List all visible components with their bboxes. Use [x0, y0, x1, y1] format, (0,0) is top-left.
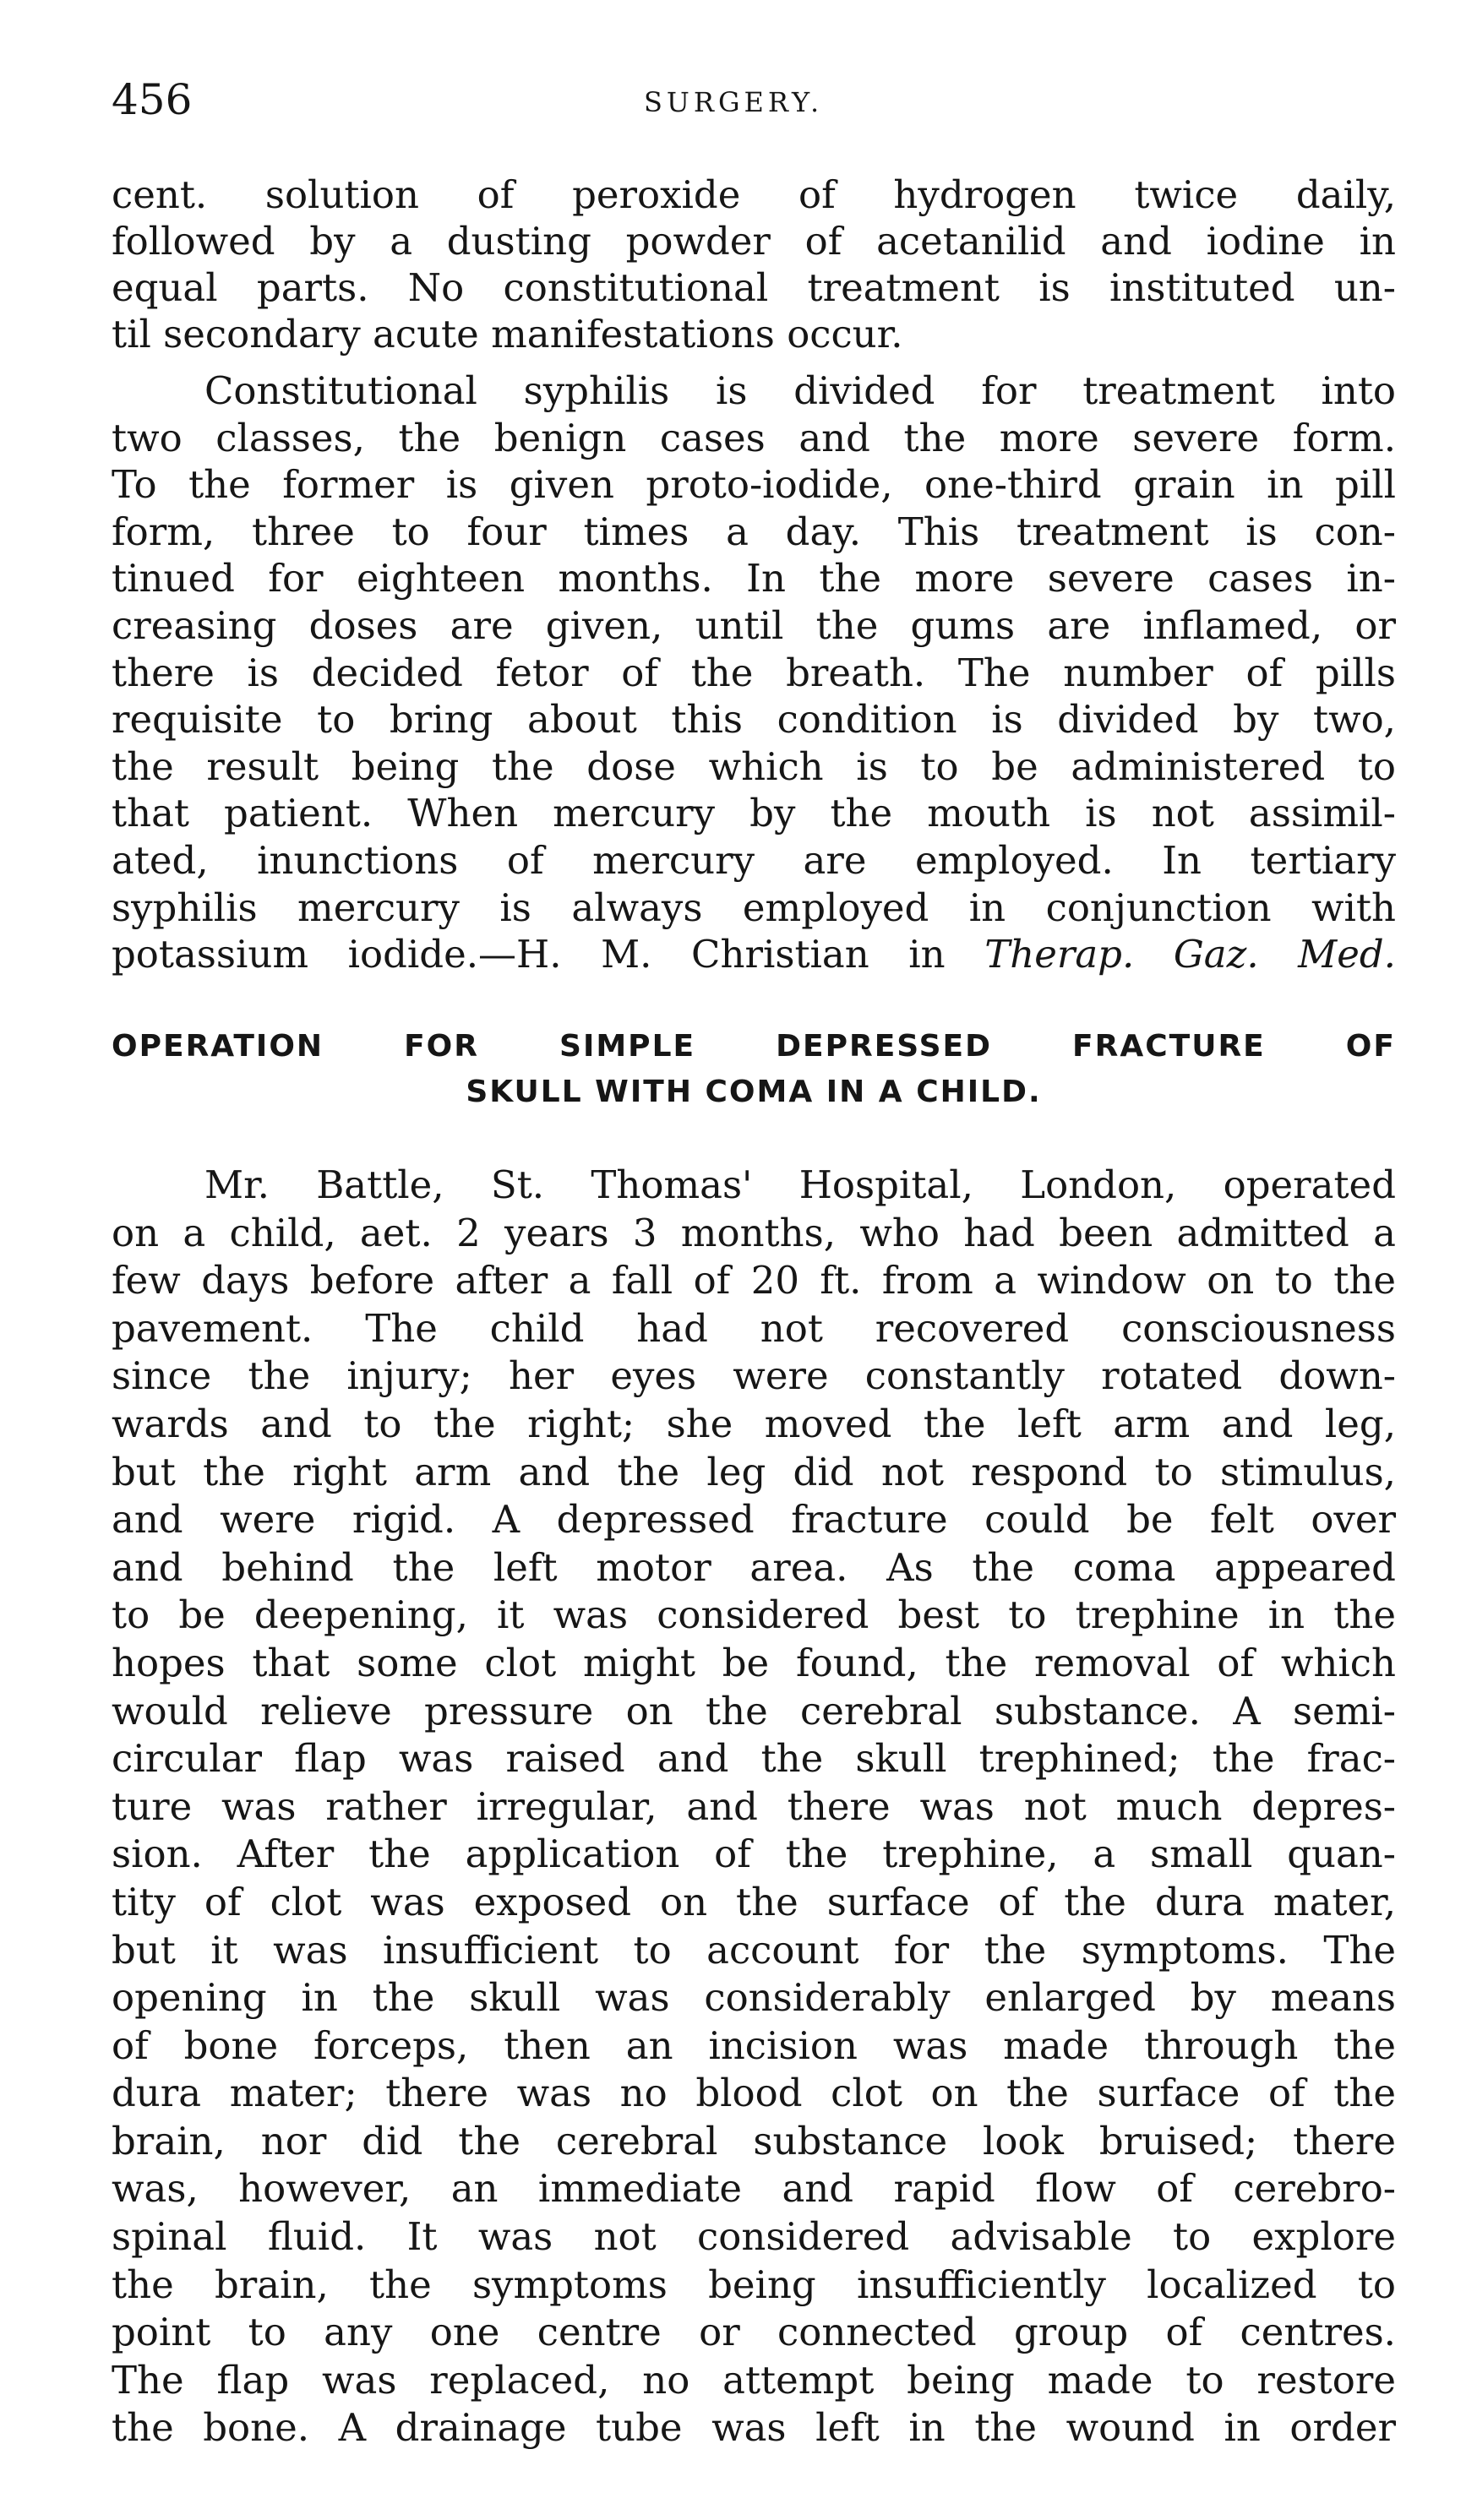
- text-line: equal parts. No constitutional treatment is instituted un-: [112, 265, 1396, 310]
- text-line: til secondary acute manifestations occur.: [112, 312, 903, 357]
- text-line: point to any one centre or connected group of centres.: [112, 2310, 1396, 2355]
- text-line: hopes that some clot might be found, the removal of which: [112, 1640, 1396, 1685]
- citation-text: potassium iodide.—H. M. Christian in: [112, 932, 985, 977]
- text-line: form, three to four times a day. This treatment is con-: [112, 509, 1396, 554]
- page-number: 456: [112, 75, 193, 124]
- text-line: To the former is given proto-iodide, one-third grain in pill: [112, 462, 1396, 508]
- text-line: the bone. A drainage tube was left in the wound in order: [112, 2405, 1396, 2451]
- citation-line: [112, 931, 1396, 978]
- text-line: on a child, aet. 2 years 3 months, who had been admitted a: [112, 1210, 1396, 1255]
- text-line: sion. After the application of the trephine, a small quan-: [112, 1831, 1396, 1877]
- text-line: two classes, the benign cases and the more severe form.: [112, 415, 1396, 460]
- paragraph-battle-operation: [112, 1162, 1396, 2452]
- text-line: to be deepening, it was considered best to trephine in the: [112, 1592, 1396, 1638]
- text-line: of bone forceps, then an incision was made through the: [112, 2022, 1396, 2068]
- text-line: since the injury; her eyes were constantly rotated down-: [112, 1353, 1396, 1399]
- text-line: few days before after a fall of 20 ft. from a window on to the: [112, 1258, 1396, 1304]
- text-line: cent. solution of peroxide of hydrogen twice daily,: [112, 172, 1396, 217]
- paragraph-constitutional-syphilis: [112, 367, 1396, 978]
- text-line: dura mater; there was no blood clot on the surface of the: [112, 2071, 1396, 2116]
- text-line: ture was rather irregular, and there was not much depres-: [112, 1783, 1396, 1829]
- text-line: and behind the left motor area. As the coma appeared: [112, 1544, 1396, 1590]
- text-line: The flap was replaced, no attempt being made to restore: [112, 2357, 1396, 2403]
- text-line: wards and to the right; she moved the left arm and leg,: [112, 1401, 1396, 1446]
- page-header: [112, 74, 1396, 125]
- heading-line: SKULL WITH COMA IN A CHILD.: [466, 1075, 1042, 1109]
- text-line: creasing doses are given, until the gums are inflamed, or: [112, 602, 1396, 648]
- text-line: ated, inunctions of mercury are employed. In tertiary: [112, 837, 1396, 883]
- text-line: would relieve pressure on the cerebral substance. A semi-: [112, 1688, 1396, 1734]
- text-line: and were rigid. A depressed fracture could be felt over: [112, 1497, 1396, 1543]
- text-line: pavement. The child had not recovered consciousness: [112, 1305, 1396, 1351]
- running-head: SURGERY.: [644, 86, 824, 118]
- text-line: circular flap was raised and the skull trephined; the frac-: [112, 1736, 1396, 1782]
- text-line: but the right arm and the leg did not respond to stimulus,: [112, 1449, 1396, 1494]
- text-line: Constitutional syphilis is divided for treatment into: [204, 368, 1396, 413]
- text-line: tinued for eighteen months. In the more severe cases in-: [112, 556, 1396, 601]
- text-line: the result being the dose which is to be administered to: [112, 743, 1396, 789]
- citation-journal: Therap. Gaz. Med.: [984, 932, 1396, 977]
- text-line: opening in the skull was considerably enlarged by means: [112, 1975, 1396, 2021]
- text-line: that patient. When mercury by the mouth is not assimil-: [112, 791, 1396, 836]
- text-line: brain, nor did the cerebral substance look bruised; there: [112, 2118, 1396, 2163]
- text-line: the brain, the symptoms being insufficiently localized to: [112, 2261, 1396, 2307]
- text-line: but it was insufficient to account for the symptoms. The: [112, 1927, 1396, 1973]
- text-line: followed by a dusting powder of acetanilid and iodine in: [112, 219, 1396, 264]
- heading-line: OPERATION FOR SIMPLE DEPRESSED FRACTURE OF: [112, 1029, 1396, 1064]
- text-line: was, however, an immediate and rapid flow of cerebro-: [112, 2166, 1396, 2212]
- text-line: Mr. Battle, St. Thomas' Hospital, London, operated: [204, 1162, 1396, 1207]
- text-line: syphilis mercury is always employed in conjunction with: [112, 884, 1396, 930]
- text-line: there is decided fetor of the breath. The number of pills: [112, 650, 1396, 695]
- section-heading: [112, 1024, 1396, 1115]
- paragraph-peroxide-treatment: [112, 171, 1396, 357]
- text-line: spinal fluid. It was not considered advisable to explore: [112, 2214, 1396, 2260]
- text-line: tity of clot was exposed on the surface of the dura mater,: [112, 1879, 1396, 1924]
- text-line: requisite to bring about this condition is divided by two,: [112, 697, 1396, 743]
